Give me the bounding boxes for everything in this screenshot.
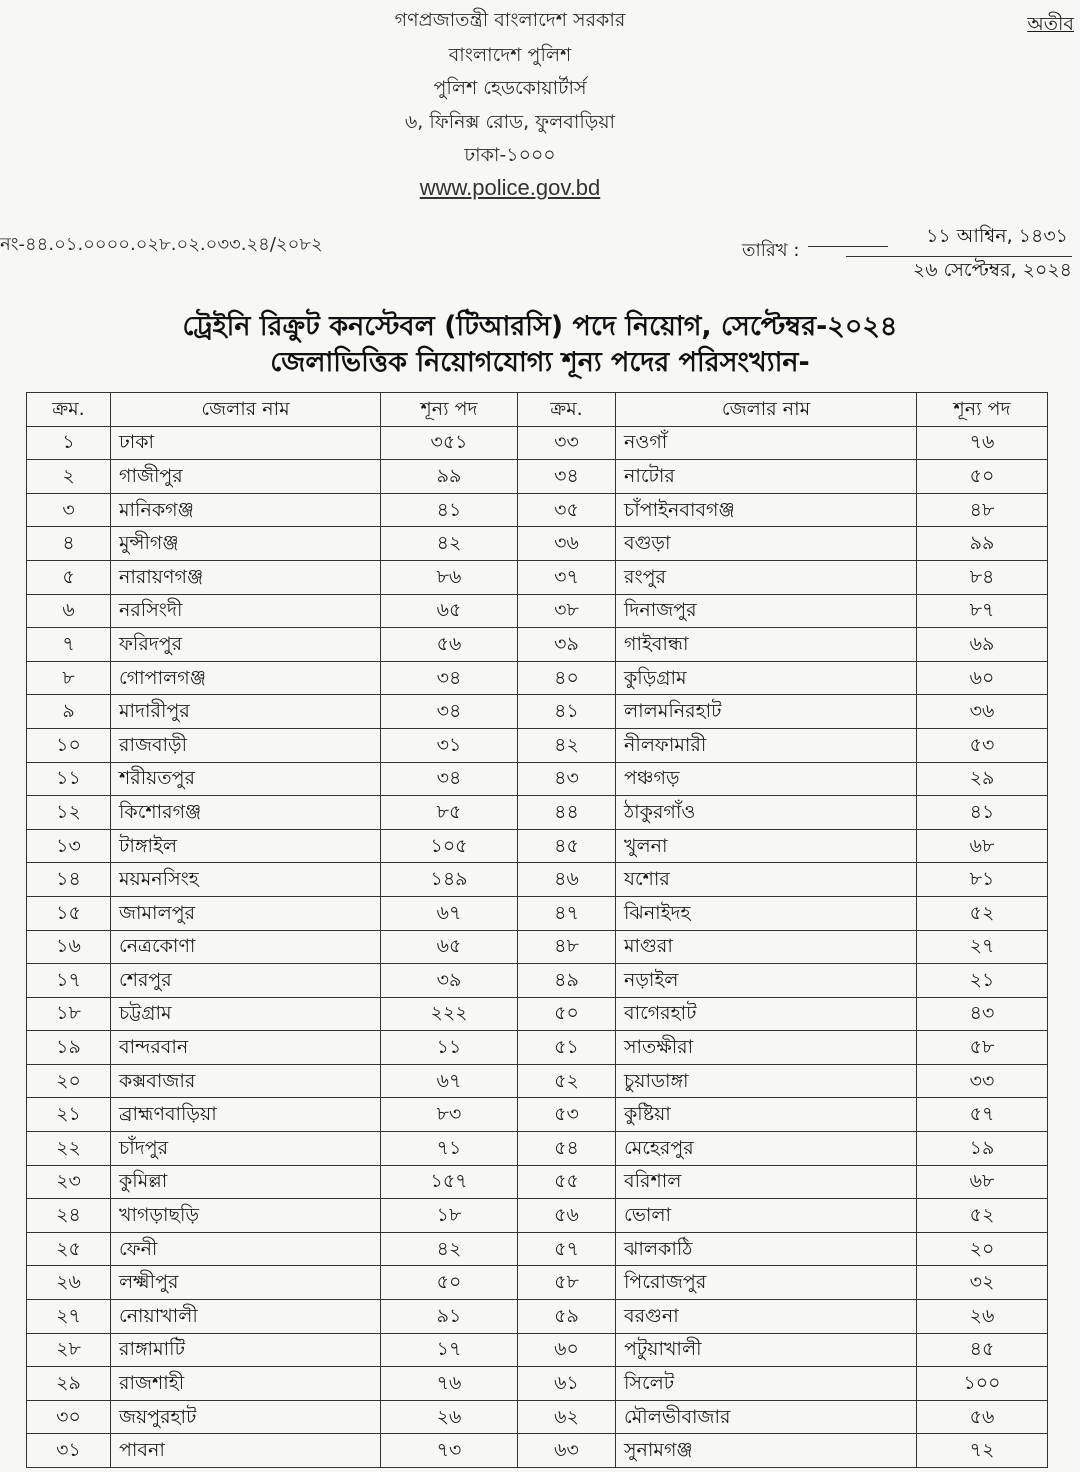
serial-cell: ১২	[27, 796, 111, 830]
table-row	[27, 1199, 1048, 1233]
serial-cell: ৫৮	[518, 1266, 616, 1300]
table-row	[27, 964, 1048, 998]
serial-cell: ৫৩	[518, 1098, 616, 1132]
district-cell: মৌলভীবাজার	[616, 1400, 917, 1434]
serial-cell: ১	[27, 426, 111, 460]
district-cell: পঞ্চগড়	[616, 762, 917, 796]
district-cell: চাঁপাইনবাবগঞ্জ	[616, 493, 917, 527]
vacancy-cell: ৮৬	[381, 560, 518, 594]
district-cell: ঝিনাইদহ	[616, 896, 917, 930]
district-cell: কিশোরগঞ্জ	[111, 796, 381, 830]
website-link[interactable]: www.police.gov.bd	[419, 175, 601, 200]
serial-cell: ২৫	[27, 1232, 111, 1266]
serial-cell: ২৯	[27, 1367, 111, 1401]
table-row	[27, 728, 1048, 762]
vacancy-cell: ২০	[917, 1232, 1048, 1266]
serial-cell: ৪৯	[518, 964, 616, 998]
district-cell: যশোর	[616, 863, 917, 897]
vacancy-cell: ৭৬	[917, 426, 1048, 460]
district-cell: চট্টগ্রাম	[111, 997, 381, 1031]
district-cell: পিরোজপুর	[616, 1266, 917, 1300]
vacancy-cell: ৪২	[381, 1232, 518, 1266]
header-hq: পুলিশ হেডকোয়ার্টার্স	[433, 77, 587, 99]
serial-cell: ৩৭	[518, 560, 616, 594]
vacancy-cell: ৫৬	[381, 628, 518, 662]
district-cell: মানিকগঞ্জ	[111, 493, 381, 527]
serial-cell: ৮	[27, 661, 111, 695]
vacancy-cell: ৬৭	[381, 896, 518, 930]
table-row	[27, 426, 1048, 460]
serial-cell: ৫০	[518, 997, 616, 1031]
table-row	[27, 460, 1048, 494]
vacancy-cell: ৯১	[381, 1300, 518, 1334]
table-row	[27, 762, 1048, 796]
serial-cell: ৩৬	[518, 527, 616, 561]
vacancy-cell: ৫৩	[917, 728, 1048, 762]
vacancy-cell: ৪১	[917, 796, 1048, 830]
vacancy-cell: ৫৮	[917, 1031, 1048, 1065]
table-row	[27, 930, 1048, 964]
serial-cell: ২৬	[27, 1266, 111, 1300]
serial-cell: ৩৯	[518, 628, 616, 662]
vacancy-cell: ৮৫	[381, 796, 518, 830]
serial-cell: ৫৬	[518, 1199, 616, 1233]
header-serial: ক্রম.	[27, 393, 111, 427]
serial-cell: ১৩	[27, 829, 111, 863]
serial-cell: ২৭	[27, 1300, 111, 1334]
vacancy-cell: ৩৫১	[381, 426, 518, 460]
district-cell: জয়পুরহাট	[111, 1400, 381, 1434]
district-cell: খুলনা	[616, 829, 917, 863]
district-cell: মাদারীপুর	[111, 695, 381, 729]
document-subtitle: জেলাভিত্তিক নিয়োগযোগ্য শূন্য পদের পরিসংখ্যান-	[270, 347, 810, 378]
district-cell: রংপুর	[616, 560, 917, 594]
serial-cell: ৩	[27, 493, 111, 527]
vacancy-table	[26, 392, 1048, 1468]
vacancy-cell: ৫০	[917, 460, 1048, 494]
table-row	[27, 1434, 1048, 1468]
table-row	[27, 1132, 1048, 1166]
vacancy-cell: ৫২	[917, 1199, 1048, 1233]
serial-cell: ৪০	[518, 661, 616, 695]
vacancy-cell: ১০০	[917, 1367, 1048, 1401]
vacancy-cell: ১৭	[381, 1333, 518, 1367]
district-cell: নওগাঁ	[616, 426, 917, 460]
vacancy-cell: ৪৮	[917, 493, 1048, 527]
vacancy-cell: ২৭	[917, 930, 1048, 964]
serial-cell: ৪৫	[518, 829, 616, 863]
header-district: জেলার নাম	[111, 393, 381, 427]
district-cell: লক্ষ্মীপুর	[111, 1266, 381, 1300]
district-cell: কুড়িগ্রাম	[616, 661, 917, 695]
district-cell: গাইবান্ধা	[616, 628, 917, 662]
district-cell: ব্রাহ্মণবাড়িয়া	[111, 1098, 381, 1132]
serial-cell: ১৮	[27, 997, 111, 1031]
table-row	[27, 1333, 1048, 1367]
serial-cell: ২৪	[27, 1199, 111, 1233]
serial-cell: ১০	[27, 728, 111, 762]
vacancy-cell: ১০৫	[381, 829, 518, 863]
vacancy-cell: ২৬	[381, 1400, 518, 1434]
table-row	[27, 1064, 1048, 1098]
vacancy-cell: ৮৩	[381, 1098, 518, 1132]
vacancy-cell: ৫৭	[917, 1098, 1048, 1132]
header-vacancy: শূন্য পদ	[917, 393, 1048, 427]
vacancy-cell: ২৬	[917, 1300, 1048, 1334]
serial-cell: ৬০	[518, 1333, 616, 1367]
vacancy-cell: ৬৫	[381, 594, 518, 628]
district-cell: নাটোর	[616, 460, 917, 494]
vacancy-cell: ৪১	[381, 493, 518, 527]
district-cell: সিলেট	[616, 1367, 917, 1401]
district-cell: কুমিল্লা	[111, 1165, 381, 1199]
serial-cell: ২	[27, 460, 111, 494]
vacancy-cell: ৪৩	[917, 997, 1048, 1031]
district-cell: শেরপুর	[111, 964, 381, 998]
serial-cell: ১৬	[27, 930, 111, 964]
district-cell: ফেনী	[111, 1232, 381, 1266]
vacancy-cell: ৯৯	[917, 527, 1048, 561]
district-cell: ভোলা	[616, 1199, 917, 1233]
district-cell: বরগুনা	[616, 1300, 917, 1334]
serial-cell: ২০	[27, 1064, 111, 1098]
vacancy-cell: ৯৯	[381, 460, 518, 494]
table-row	[27, 796, 1048, 830]
vacancy-cell: ৩৬	[917, 695, 1048, 729]
table-row	[27, 1400, 1048, 1434]
serial-cell: ৫৯	[518, 1300, 616, 1334]
district-cell: কুষ্টিয়া	[616, 1098, 917, 1132]
vacancy-cell: ৩৪	[381, 695, 518, 729]
vacancy-cell: ৬০	[917, 661, 1048, 695]
vacancy-cell: ১৫৭	[381, 1165, 518, 1199]
district-cell: নারায়ণগঞ্জ	[111, 560, 381, 594]
serial-cell: ৬১	[518, 1367, 616, 1401]
serial-cell: ৬২	[518, 1400, 616, 1434]
district-cell: চাঁদপুর	[111, 1132, 381, 1166]
district-cell: ফরিদপুর	[111, 628, 381, 662]
table-row	[27, 997, 1048, 1031]
serial-cell: ৫২	[518, 1064, 616, 1098]
vacancy-cell: ১৯	[917, 1132, 1048, 1166]
serial-cell: ১৪	[27, 863, 111, 897]
district-cell: গোপালগঞ্জ	[111, 661, 381, 695]
serial-cell: ৩৫	[518, 493, 616, 527]
header-vacancy: শূন্য পদ	[381, 393, 518, 427]
serial-cell: ৫	[27, 560, 111, 594]
serial-cell: ৬৩	[518, 1434, 616, 1468]
table-row	[27, 1266, 1048, 1300]
table-row	[27, 560, 1048, 594]
vacancy-cell: ৭২	[917, 1434, 1048, 1468]
vacancy-cell: ৭১	[381, 1132, 518, 1166]
district-cell: বগুড়া	[616, 527, 917, 561]
table-row	[27, 1165, 1048, 1199]
vacancy-cell: ৩৯	[381, 964, 518, 998]
serial-cell: ৫৫	[518, 1165, 616, 1199]
district-cell: চুয়াডাঙ্গা	[616, 1064, 917, 1098]
vacancy-cell: ২২২	[381, 997, 518, 1031]
serial-cell: ৫৪	[518, 1132, 616, 1166]
district-cell: রাজবাড়ী	[111, 728, 381, 762]
serial-cell: ৪১	[518, 695, 616, 729]
serial-cell: ১১	[27, 762, 111, 796]
serial-cell: ৪২	[518, 728, 616, 762]
header-govt: গণপ্রজাতন্ত্রী বাংলাদেশ সরকার	[394, 9, 626, 31]
district-cell: মুন্সীগঞ্জ	[111, 527, 381, 561]
vacancy-cell: ৩৪	[381, 762, 518, 796]
vacancy-cell: ৩৩	[917, 1064, 1048, 1098]
serial-cell: ৩০	[27, 1400, 111, 1434]
district-cell: ময়মনসিংহ	[111, 863, 381, 897]
table-row	[27, 1367, 1048, 1401]
vacancy-cell: ১১	[381, 1031, 518, 1065]
serial-cell: ৪৪	[518, 796, 616, 830]
district-cell: মেহেরপুর	[616, 1132, 917, 1166]
table-row	[27, 829, 1048, 863]
table-row	[27, 493, 1048, 527]
district-cell: নোয়াখালী	[111, 1300, 381, 1334]
vacancy-cell: ৬৮	[917, 829, 1048, 863]
serial-cell: ৩৮	[518, 594, 616, 628]
district-cell: রাজশাহী	[111, 1367, 381, 1401]
vacancy-cell: ২৯	[917, 762, 1048, 796]
district-cell: নড়াইল	[616, 964, 917, 998]
header-city: ঢাকা-১০০০	[464, 144, 556, 166]
district-cell: সুনামগঞ্জ	[616, 1434, 917, 1468]
district-cell: বান্দরবান	[111, 1031, 381, 1065]
vacancy-cell: ১৪৯	[381, 863, 518, 897]
district-cell: নীলফামারী	[616, 728, 917, 762]
vacancy-cell: ৫০	[381, 1266, 518, 1300]
vacancy-cell: ৫২	[917, 896, 1048, 930]
vacancy-cell: ৬৮	[917, 1165, 1048, 1199]
district-cell: কক্সবাজার	[111, 1064, 381, 1098]
serial-cell: ২২	[27, 1132, 111, 1166]
district-cell: দিনাজপুর	[616, 594, 917, 628]
vacancy-cell: ৬৯	[917, 628, 1048, 662]
vacancy-cell: ৮৪	[917, 560, 1048, 594]
serial-cell: ১৯	[27, 1031, 111, 1065]
serial-cell: ২৩	[27, 1165, 111, 1199]
table-row	[27, 661, 1048, 695]
table-row	[27, 1098, 1048, 1132]
serial-cell: ৩৩	[518, 426, 616, 460]
district-cell: ঢাকা	[111, 426, 381, 460]
vacancy-cell: ৪২	[381, 527, 518, 561]
serial-cell: ৫৭	[518, 1232, 616, 1266]
serial-cell: ৫১	[518, 1031, 616, 1065]
serial-cell: ৭	[27, 628, 111, 662]
serial-cell: ৪৬	[518, 863, 616, 897]
district-cell: লালমনিরহাট	[616, 695, 917, 729]
table-header-row	[27, 393, 1048, 427]
vacancy-cell: ৩২	[917, 1266, 1048, 1300]
header-address: ৬, ফিনিক্স রোড, ফুলবাড়িয়া	[404, 111, 616, 133]
vacancy-cell: ১৮	[381, 1199, 518, 1233]
serial-cell: ২৮	[27, 1333, 111, 1367]
vacancy-cell: ৭৩	[381, 1434, 518, 1468]
serial-cell: ৪৮	[518, 930, 616, 964]
table-row	[27, 695, 1048, 729]
document-title: ট্রেইনি রিক্রুট কনস্টেবল (টিআরসি) পদে নিয়োগ, সেপ্টেম্বর-২০২৪	[182, 311, 898, 342]
vacancy-cell: ৩১	[381, 728, 518, 762]
vacancy-cell: ৮১	[917, 863, 1048, 897]
district-cell: মাগুরা	[616, 930, 917, 964]
date-bangla: ১১ আশ্বিন, ১৪৩১	[846, 222, 1072, 257]
serial-cell: ৪৭	[518, 896, 616, 930]
vacancy-cell: ৬৫	[381, 930, 518, 964]
memo-number: নং-৪৪.০১.০০০০.০২৮.০২.০৩৩.২৪/২০৮২	[0, 234, 323, 255]
district-cell: ঝালকাঠি	[616, 1232, 917, 1266]
vacancy-cell: ৩৪	[381, 661, 518, 695]
date-english: ২৬ সেপ্টেম্বর, ২০২৪	[912, 259, 1072, 281]
district-cell: সাতক্ষীরা	[616, 1031, 917, 1065]
serial-cell: ৪	[27, 527, 111, 561]
district-cell: জামালপুর	[111, 896, 381, 930]
serial-cell: ২১	[27, 1098, 111, 1132]
district-cell: খাগড়াছড়ি	[111, 1199, 381, 1233]
serial-cell: ৬	[27, 594, 111, 628]
corner-label: অতীব	[1027, 13, 1074, 35]
district-cell: রাঙ্গামাটি	[111, 1333, 381, 1367]
table-row	[27, 594, 1048, 628]
serial-cell: ৯	[27, 695, 111, 729]
district-cell: টাঙ্গাইল	[111, 829, 381, 863]
vacancy-cell: ৫৬	[917, 1400, 1048, 1434]
vacancy-cell: ৬৭	[381, 1064, 518, 1098]
header-serial: ক্রম.	[518, 393, 616, 427]
vacancy-cell: ৪৫	[917, 1333, 1048, 1367]
serial-cell: ৪৩	[518, 762, 616, 796]
serial-cell: ১৭	[27, 964, 111, 998]
district-cell: বরিশাল	[616, 1165, 917, 1199]
district-cell: নরসিংদী	[111, 594, 381, 628]
table-row	[27, 527, 1048, 561]
date-label: তারিখ :	[742, 240, 800, 261]
vacancy-cell: ৭৬	[381, 1367, 518, 1401]
serial-cell: ১৫	[27, 896, 111, 930]
district-cell: পটুয়াখালী	[616, 1333, 917, 1367]
table-row	[27, 896, 1048, 930]
serial-cell: ৩৪	[518, 460, 616, 494]
table-row	[27, 863, 1048, 897]
district-cell: পাবনা	[111, 1434, 381, 1468]
district-cell: বাগেরহাট	[616, 997, 917, 1031]
vacancy-cell: ৮৭	[917, 594, 1048, 628]
serial-cell: ৩১	[27, 1434, 111, 1468]
district-cell: শরীয়তপুর	[111, 762, 381, 796]
table-row	[27, 1300, 1048, 1334]
header-district: জেলার নাম	[616, 393, 917, 427]
table-row	[27, 1232, 1048, 1266]
vacancy-cell: ২১	[917, 964, 1048, 998]
district-cell: গাজীপুর	[111, 460, 381, 494]
district-cell: ঠাকুরগাঁও	[616, 796, 917, 830]
header-police: বাংলাদেশ পুলিশ	[448, 44, 572, 66]
table-row	[27, 1031, 1048, 1065]
table-row	[27, 628, 1048, 662]
district-cell: নেত্রকোণা	[111, 930, 381, 964]
